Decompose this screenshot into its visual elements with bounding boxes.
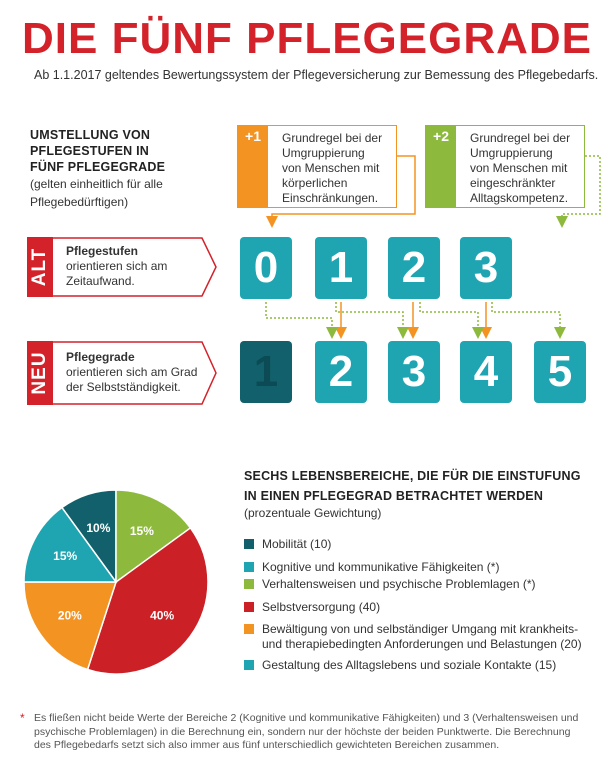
umstellung-heading: UMSTELLUNG VON PFLEGESTUFEN IN FÜNF PFLEGEGRADE (30, 128, 166, 174)
neu-tag: NEU (27, 341, 53, 405)
pie-chart (20, 486, 212, 678)
orange-legend-connector (272, 156, 415, 222)
legend-swatch (244, 602, 254, 612)
neu-tile-4: 4 (460, 341, 512, 403)
lebensbereiche-heading: SECHS LEBENSBEREICHE, DIE FÜR DIE EINSTUFUNG IN EINEN PFLEGEGRAD BETRACHTET WERDEN (244, 469, 581, 503)
legend-swatch (244, 624, 254, 634)
pie-slice-label-1: 15% (129, 524, 154, 539)
neu-tile-2: 2 (315, 341, 367, 403)
green-arrow-4 (492, 302, 560, 333)
pie-slice-label-0: 10% (86, 520, 111, 535)
green-legend-connector (562, 156, 600, 222)
neu-tile-5: 5 (534, 341, 586, 403)
alt-tile-2: 2 (388, 237, 440, 299)
umstellung-note: (gelten einheitlich für alle Pflegebedürftigen) (30, 177, 163, 209)
legend-swatch (244, 579, 254, 589)
page-title: DIE FÜNF PFLEGEGRADE (22, 14, 593, 63)
rule-badge-plus-two: +2 (426, 126, 456, 207)
footnote-marker: * (20, 711, 25, 725)
rule-badge-plus-one: +1 (238, 126, 268, 207)
alt-description: Pflegestufen orientieren sich am Zeitaufwand. (66, 244, 168, 288)
pie-slice-label-2: 40% (150, 608, 175, 623)
legend-swatch (244, 562, 254, 572)
green-arrow-3 (420, 302, 478, 333)
pie-slice-label-3: 20% (57, 608, 82, 623)
pie-slice-label-4: 15% (53, 549, 78, 564)
rule-text-plus-one: Grundregel bei der Umgruppierung von Menschen mit körperlichen Einschränkungen. (282, 131, 383, 205)
neu-tile-1: 1 (240, 341, 292, 403)
neu-description: Pflegegrade orientieren sich am Grad der Selbstständigkeit. (66, 350, 198, 394)
neu-tile-3: 3 (388, 341, 440, 403)
lebensbereiche-note: (prozentuale Gewichtung) (244, 506, 382, 520)
alt-tile-1: 1 (315, 237, 367, 299)
footnote: * Es fließen nicht beide Werte der Bereiche 2 (Kognitive und kommunikative Fähigkeiten) und 3 (Verhaltensweisen und psychische Problemlagen) in die Berechnung ein, sondern nur der höchste der beiden Punktwerte. Die Berechnung des Pflegebedarfs setzt sich also immer aus fünf unterschiedlich gewichteten Bereichen zusammen. (20, 711, 579, 751)
rule-text-plus-two: Grundregel bei der Umgruppierung von Menschen mit eingeschränkter Alltagskompetenz. (470, 131, 571, 205)
green-arrow-1 (266, 302, 332, 333)
alt-tile-0: 0 (240, 237, 292, 299)
alt-tag: ALT (27, 237, 53, 297)
legend-swatch (244, 660, 254, 670)
green-arrow-2 (336, 302, 403, 333)
page-subtitle: Ab 1.1.2017 geltendes Bewertungssystem der Pflegeversicherung zur Bemessung des Pflegebedarfs. (34, 68, 599, 82)
legend-swatch (244, 539, 254, 549)
alt-tile-3: 3 (460, 237, 512, 299)
